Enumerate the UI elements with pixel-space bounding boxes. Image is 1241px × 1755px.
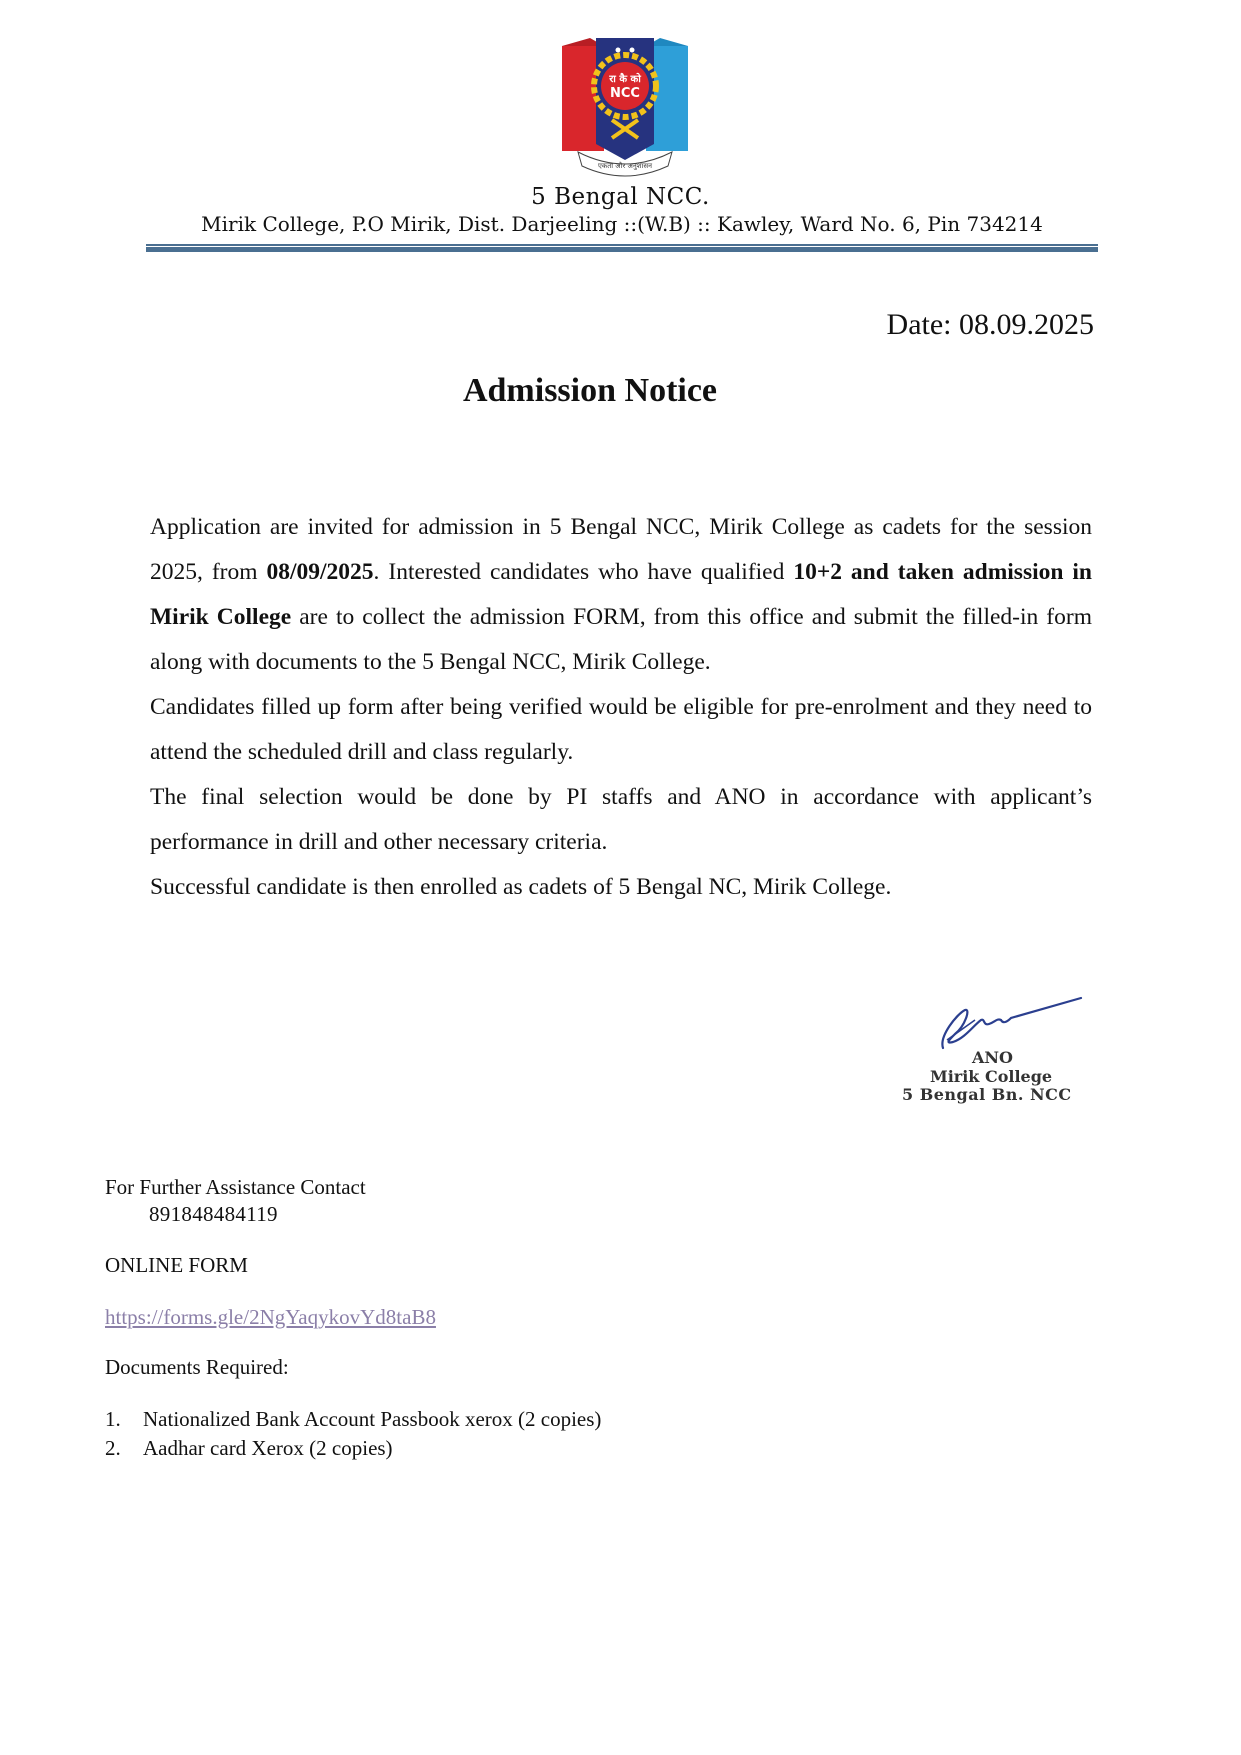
- documents-label: Documents Required:: [105, 1355, 289, 1379]
- logo-motto: एकता और अनुशासन: [598, 162, 652, 170]
- contact-phone: 891848484119: [149, 1202, 278, 1226]
- notice-paragraph-1: Application are invited for admission in 5 Bengal NCC, Mirik College as cadets for the session 2025, from 08/09/2025. Interested candidates who have qualified 10+2 and taken admission in Mirik College are to collect the admission FORM, from this office and submit the filled-in form along with documents to the 5 Bengal NCC, Mirik College.: [150, 514, 1092, 675]
- notice-title: Admission Notice: [462, 372, 718, 409]
- documents-list: [105, 1407, 601, 1465]
- online-form-label: ONLINE FORM: [105, 1253, 248, 1277]
- logo-hindi-text: रा कै को: [609, 74, 641, 85]
- eligibility: 10+2 and taken admission in Mirik College: [150, 559, 1092, 630]
- signatory-role: ANO: [972, 1048, 1013, 1067]
- start-date: 08/09/2025: [266, 559, 374, 585]
- ncc-crest-icon: [560, 34, 690, 186]
- header-divider: [146, 244, 1098, 252]
- logo-abbr-text: NCC: [610, 86, 640, 101]
- ano-signature-block: [890, 996, 1120, 1114]
- unit-address: Mirik College, P.O Mirik, Dist. Darjeeling ::(W.B) :: Kawley, Ward No. 6, Pin 734214: [201, 212, 1043, 236]
- notice-body: [150, 505, 1092, 910]
- ncc-crest-logo: [560, 34, 690, 186]
- signatory-unit: 5 Bengal Bn. NCC: [902, 1085, 1072, 1104]
- notice-paragraph-3: The final selection would be done by PI staffs and ANO in accordance with applicant’s performance in drill and other necessary criteria.: [150, 784, 1092, 855]
- unit-name: 5 Bengal NCC.: [531, 184, 710, 210]
- handwritten-signature-icon: [935, 996, 1085, 1056]
- online-form-link[interactable]: https://forms.gle/2NgYaqykovYd8taB8: [105, 1305, 436, 1329]
- list-item: 1. Nationalized Bank Account Passbook xerox (2 copies): [105, 1407, 602, 1431]
- notice-date: Date: 08.09.2025: [886, 308, 1094, 341]
- signatory-college: Mirik College: [930, 1067, 1053, 1086]
- list-item: 2. Aadhar card Xerox (2 copies): [105, 1436, 393, 1460]
- notice-paragraph-2: Candidates filled up form after being verified would be eligible for pre-enrolment and they need to attend the scheduled drill and class regularly.: [150, 694, 1092, 765]
- notice-paragraph-4: Successful candidate is then enrolled as cadets of 5 Bengal NC, Mirik College.: [150, 874, 892, 900]
- contact-label: For Further Assistance Contact: [105, 1175, 366, 1199]
